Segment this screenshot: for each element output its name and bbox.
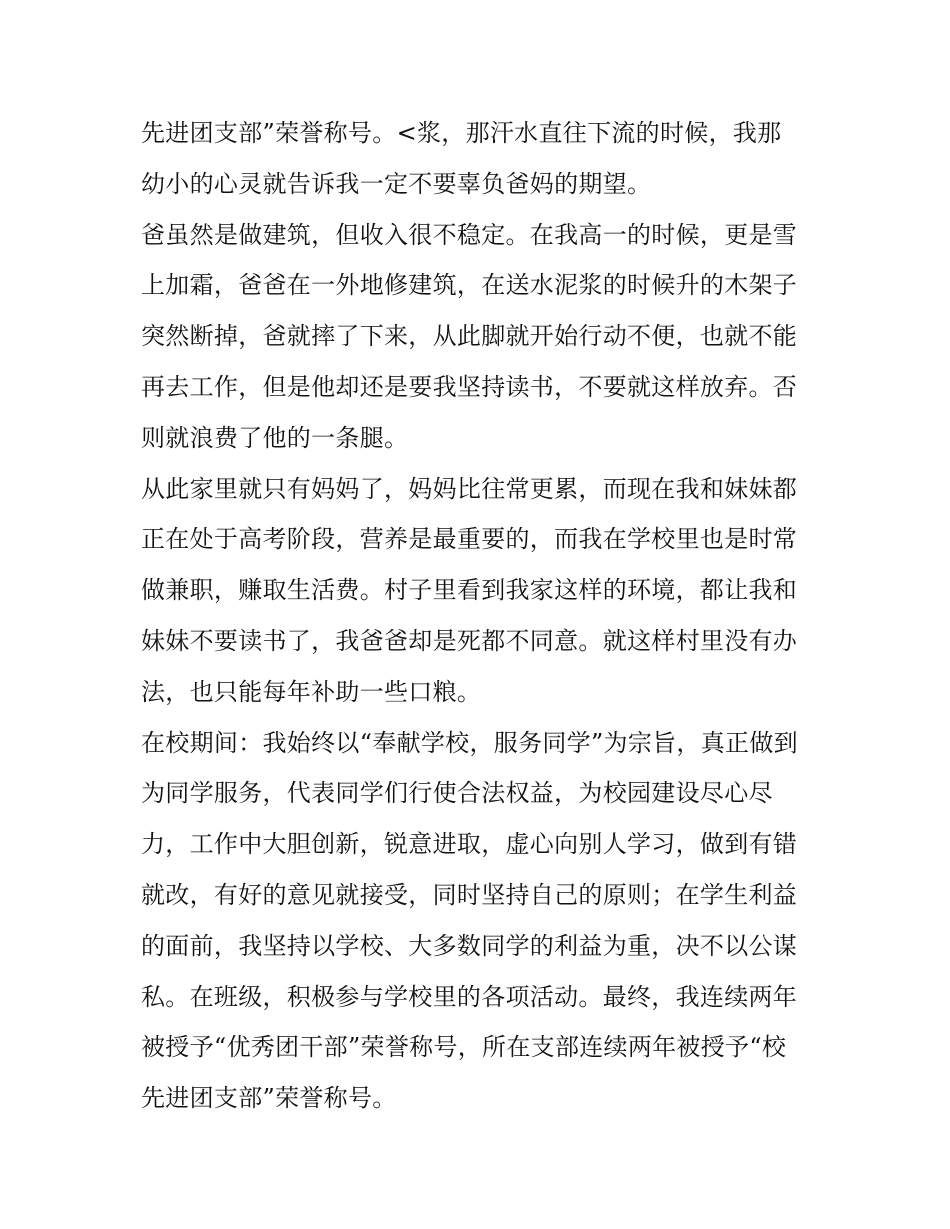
text-line: 爸虽然是做建筑，但收入很不稳定。在我高一的时候，更是雪 [141,220,798,249]
text-line: 再去工作，但是他却还是要我坚持读书，不要就这样放弃。否 [141,372,798,401]
text-line: 则就浪费了他的一条腿。 [141,423,409,452]
text-line: 做兼职，赚取生活费。村子里看到我家这样的环境，都让我和 [141,576,798,605]
text-line: 上加霜，爸爸在一外地修建筑，在送水泥浆的时候升的木架子 [141,271,798,300]
text-line: 就改，有好的意见就接受，同时坚持自己的原则；在学生利益 [141,880,798,909]
text-line: 从此家里就只有妈妈了，妈妈比往常更累，而现在我和妹妹都 [141,474,798,503]
text-line: 力，工作中大胆创新，锐意进取，虚心向别人学习，做到有错 [141,830,798,859]
text-line: 为同学服务，代表同学们行使合法权益，为校园建设尽心尽 [141,779,773,808]
text-line: 法，也只能每年补助一些口粮。 [141,677,482,706]
text-line: 被授予“优秀团干部”荣誉称号，所在支部连续两年被授予“校 [141,1033,787,1062]
text-line: 在校期间：我始终以“奉献学校，服务同学”为宗旨，真正做到 [141,728,798,757]
text-line: 的面前，我坚持以学校、大多数同学的利益为重，决不以公谋 [141,931,798,960]
text-line: 突然断掉，爸就摔了下来，从此脚就开始行动不便，也就不能 [141,322,798,351]
text-line: 正在处于高考阶段，营养是最重要的，而我在学校里也是时常 [141,525,798,554]
text-line: 妹妹不要读书了，我爸爸却是死都不同意。就这样村里没有办 [141,626,798,655]
text-line: 幼小的心灵就告诉我一定不要辜负爸妈的期望。 [141,169,652,198]
text-line: 私。在班级，积极参与学校里的各项活动。最终，我连续两年 [141,982,798,1011]
body-text [141,108,821,1124]
text-line: 先进团支部”荣誉称号。<浆，那汗水直往下流的时候，我那 [141,119,782,147]
text-line: 先进团支部”荣誉称号。 [141,1084,397,1113]
